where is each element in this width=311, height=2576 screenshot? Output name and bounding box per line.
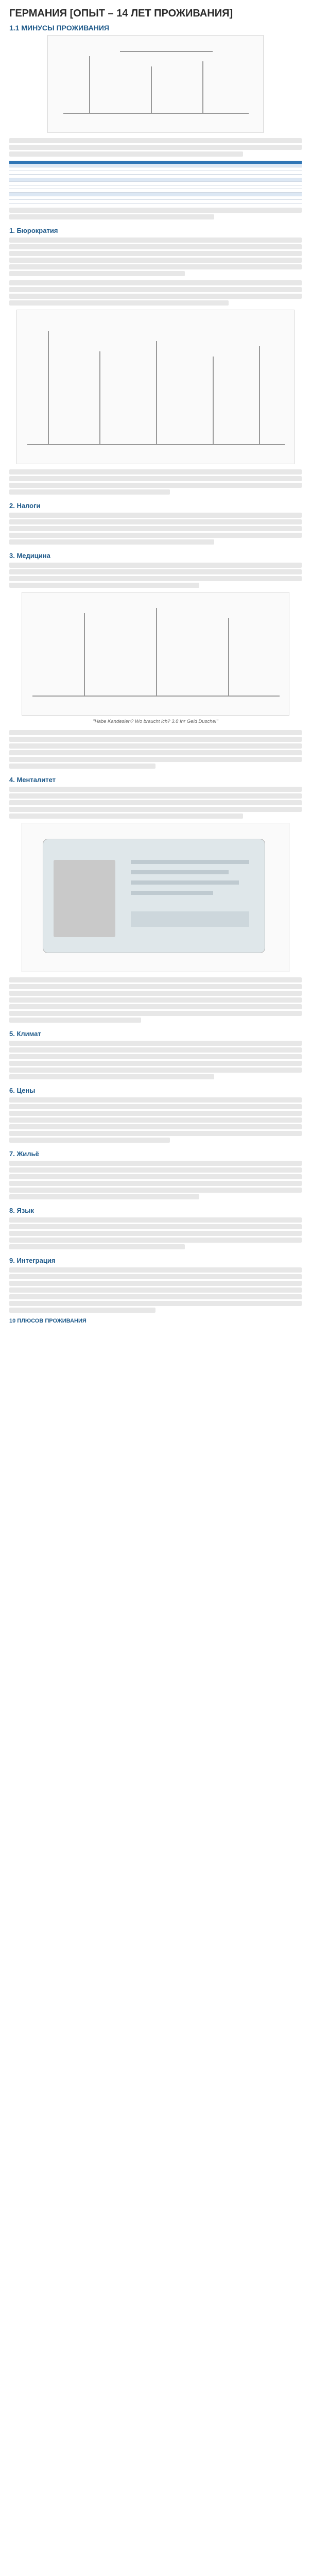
table-cell [204,196,302,200]
table-cell [107,178,204,182]
table-cell [107,196,204,200]
residence-card-figure [22,823,289,972]
table-cell [204,185,302,189]
paragraph [9,1041,302,1079]
table-cell [107,167,204,171]
table-cell [9,193,107,196]
table-cell [9,185,107,189]
table-cell [204,167,302,171]
table-cell [204,171,302,175]
table-cell [204,189,302,193]
paragraph [9,977,302,1023]
photo-placeholder [54,860,115,937]
table-cell [204,178,302,182]
paragraph [9,469,302,495]
table-cell [9,196,107,200]
section-heading: 6. Цены [9,1087,36,1094]
paragraph [9,208,302,219]
section-heading: 3. Медицина [9,552,50,560]
table-row [9,167,302,171]
paragraph [9,238,302,276]
page-title: ГЕРМАНИЯ [ОПЫТ – 14 ЛЕТ ПРОЖИВАНИЯ] [9,8,233,19]
section-heading: 4. Менталитет [9,776,56,784]
paragraph [9,280,302,306]
paragraph [9,1097,302,1143]
table-row [9,182,302,185]
section-heading: 2. Налоги [9,502,41,510]
table-cell [9,182,107,185]
section-heading: 9. Интеграция [9,1257,56,1264]
table-cell [107,175,204,178]
table-cell [107,193,204,196]
table-cell [107,200,204,204]
table-cell [107,189,204,193]
cartoon-caption-text: "Habe Kandesien? Wo braucht ich? 3.8 Ihr Geld Dusche!" [93,719,218,724]
section-heading: 1. Бюрократия [9,227,58,234]
paragraph [9,563,302,588]
paragraph [9,730,302,769]
table-cell [107,185,204,189]
cartoon-figure-2 [16,310,295,464]
tax-table [9,161,302,204]
section-heading: 8. Язык [9,1207,34,1214]
table-row [9,196,302,200]
table-cell [204,175,302,178]
table-cell [204,200,302,204]
table-cell [107,182,204,185]
paragraph [9,1161,302,1199]
table-row [9,175,302,178]
table-cell [9,178,107,182]
table-row [9,171,302,175]
table-cell [107,171,204,175]
paragraph [9,1217,302,1249]
section-heading: 7. Жильё [9,1150,39,1158]
table-cell [204,182,302,185]
table-row [9,200,302,204]
table-cell [9,189,107,193]
table-row [9,178,302,182]
paragraph [9,138,302,157]
table-row [9,193,302,196]
section-label: 1.1 МИНУСЫ ПРОЖИВАНИЯ [9,24,109,32]
table-cell [204,193,302,196]
paragraph [9,513,302,545]
cartoon-figure-1 [47,35,264,133]
table-row [9,185,302,189]
section-heading: 5. Климат [9,1030,41,1038]
table-cell [9,171,107,175]
table-cell [9,175,107,178]
next-article-link[interactable]: 10 ПЛЮСОВ ПРОЖИВАНИЯ [9,1318,87,1324]
table-cell [9,200,107,204]
paragraph [9,787,302,819]
id-card [43,839,265,953]
table-cell [9,167,107,171]
table-row [9,189,302,193]
paragraph [9,1267,302,1313]
cartoon-figure-3 [22,592,289,716]
